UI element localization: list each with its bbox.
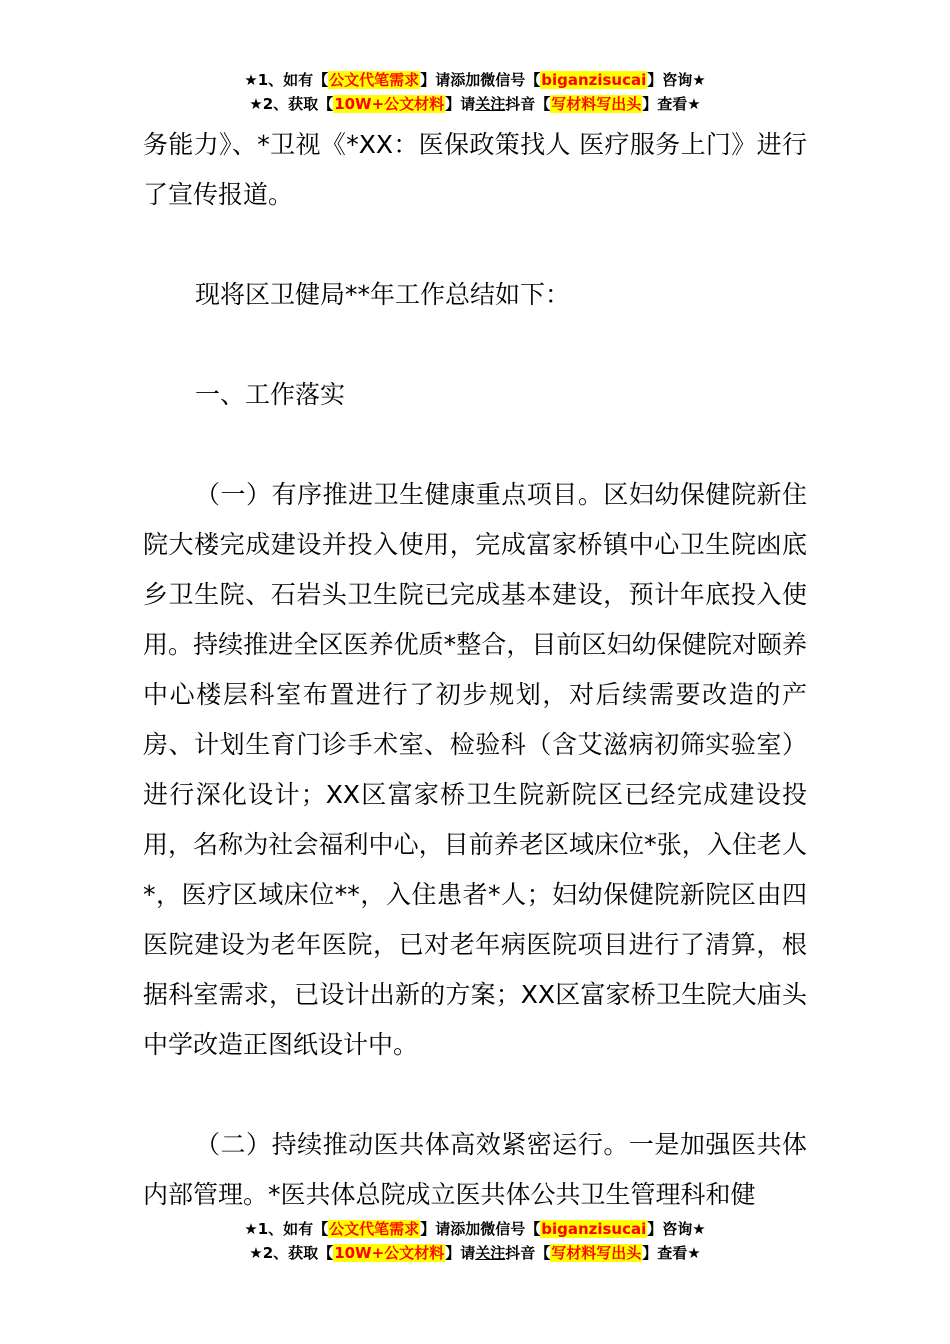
- header-line-1: ★1、如有【公文代笔需求】请添加微信号【biganzisucai】咨询★: [244, 71, 706, 89]
- paragraph-continuation: 务能力》、*卫视《*XX：医保政策找人 医疗服务上门》进行了宣传报道。: [143, 130, 807, 209]
- footer-line-2: ★2、获取【10W+公文材料】请关注抖音【写材料写出头】查看★: [249, 1244, 701, 1262]
- highlight-materials: 10W+公文材料: [334, 1244, 445, 1262]
- header-line-2: ★2、获取【10W+公文材料】请关注抖音【写材料写出头】查看★: [249, 95, 701, 113]
- highlight-writing-service: 公文代笔需求: [329, 71, 420, 89]
- highlight-materials: 10W+公文材料: [334, 95, 445, 113]
- paragraph-item-2: （二）持续推动医共体高效紧密运行。一是加强医共体内部管理。*医共体总院成立医共体公共卫生管理科和健: [143, 1130, 807, 1209]
- highlight-douyin-account: 写材料写出头: [551, 95, 642, 113]
- footer-line-1: ★1、如有【公文代笔需求】请添加微信号【biganzisucai】咨询★: [244, 1220, 706, 1238]
- underlined-follow: 关注: [475, 95, 506, 113]
- underlined-follow: 关注: [475, 1244, 506, 1262]
- document-body: [143, 120, 807, 1220]
- highlight-wechat-id: biganzisucai: [541, 71, 647, 89]
- section-heading-1: 一、工作落实: [195, 380, 346, 409]
- paragraph-intro: 现将区卫健局**年工作总结如下：: [195, 280, 571, 309]
- footer-banner: [0, 1217, 950, 1265]
- paragraph-item-1: （一）有序推进卫生健康重点项目。区妇幼保健院新住院大楼完成建设并投入使用，完成富家桥镇中心卫生院凼底乡卫生院、石岩头卫生院已完成基本建设，预计年底投入使用。持续推进全区医养优质*整合，目前区妇幼保健院对颐养中心楼层科室布置进行了初步规划，对后续需要改造的产房、计划生育门诊手术室、检验科（含艾滋病初筛实验室）进行深化设计；XX区富家桥卫生院新院区已经完成建设投用，名称为社会福利中心，目前养老区域床位*张，入住老人*，医疗区域床位**，入住患者*人；妇幼保健院新院区由四医院建设为老年医院，已对老年病医院项目进行了清算，根据科室需求，已设计出新的方案；XX区富家桥卫生院大庙头中学改造正图纸设计中。: [143, 480, 807, 1059]
- highlight-douyin-account: 写材料写出头: [551, 1244, 642, 1262]
- highlight-writing-service: 公文代笔需求: [329, 1220, 420, 1238]
- highlight-wechat-id: biganzisucai: [541, 1220, 647, 1238]
- header-banner: [0, 68, 950, 116]
